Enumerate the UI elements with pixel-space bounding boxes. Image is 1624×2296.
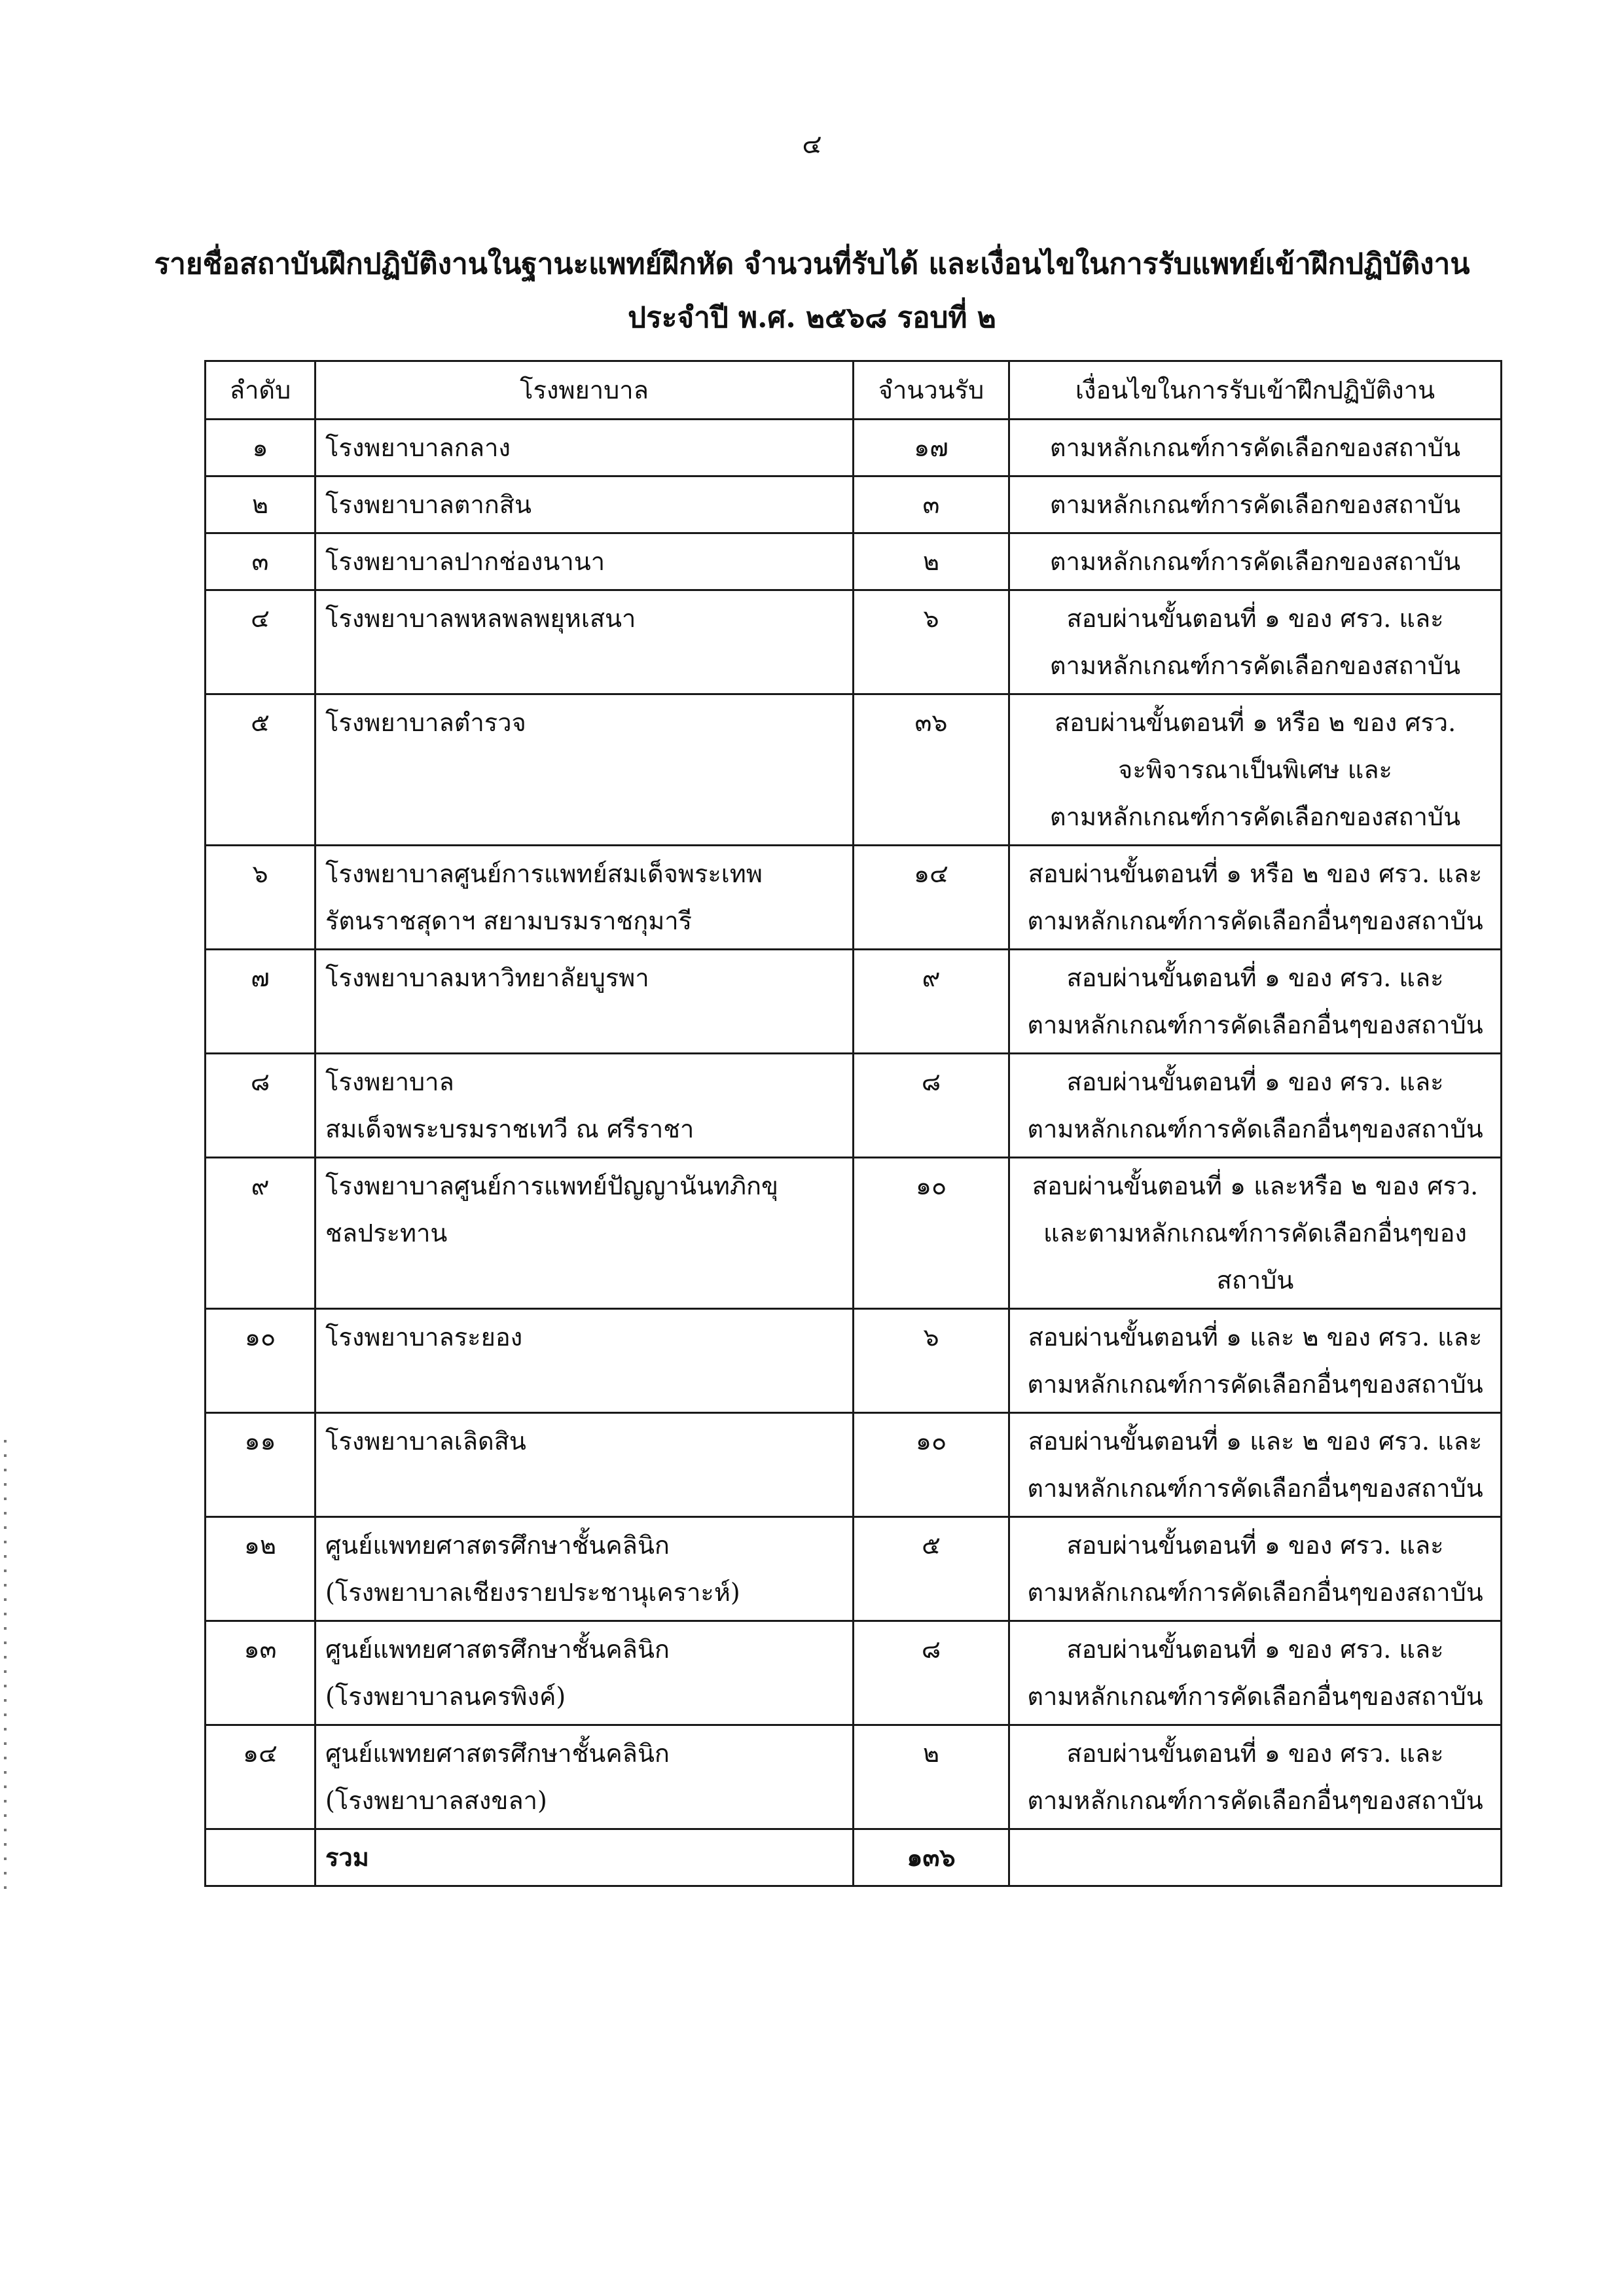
hospital-name-line: โรงพยาบาลศูนย์การแพทย์สมเด็จพระเทพ (325, 859, 763, 888)
hospital-name-line: โรงพยาบาลมหาวิทยาลัยบูรพา (325, 963, 649, 992)
condition-line: สอบผ่านขั้นตอนที่ ๑ และ ๒ ของ ศรว. และ (1028, 1323, 1483, 1352)
row-hospital (316, 1413, 854, 1517)
row-condition (1009, 420, 1502, 476)
row-condition (1009, 950, 1502, 1054)
condition-line: จะพิจารณาเป็นพิเศษ และ (1118, 755, 1392, 784)
row-condition (1009, 1621, 1502, 1725)
row-seq: ๑ (206, 420, 316, 476)
condition-line: และตามหลักเกณฑ์การคัดเลือกอื่นๆของ (1043, 1219, 1467, 1247)
row-quota: ๑๐ (854, 1413, 1009, 1517)
row-quota: ๓๖ (854, 694, 1009, 846)
row-seq: ๖ (206, 846, 316, 950)
condition-line: สอบผ่านขั้นตอนที่ ๑ และหรือ ๒ ของ ศรว. (1032, 1172, 1479, 1200)
hospital-name-line: ศูนย์แพทยศาสตรศึกษาชั้นคลินิก (325, 1739, 670, 1768)
condition-line: ตามหลักเกณฑ์การคัดเลือกของสถาบัน (1049, 490, 1461, 519)
table-row (206, 1517, 1502, 1621)
row-quota: ๕ (854, 1517, 1009, 1621)
header-seq: ลำดับ (206, 361, 316, 420)
hospital-name-line: โรงพยาบาลระยอง (325, 1323, 523, 1352)
document-subtitle: ประจำปี พ.ศ. ๒๕๖๘ รอบที่ ๒ (628, 301, 996, 334)
row-condition (1009, 1054, 1502, 1158)
row-quota: ๑๐ (854, 1158, 1009, 1309)
row-quota: ๖ (854, 590, 1009, 694)
hospital-name-line: (โรงพยาบาลสงขลา) (325, 1786, 547, 1815)
page-number: ๔ (802, 130, 822, 160)
row-quota: ๘ (854, 1054, 1009, 1158)
table-row (206, 950, 1502, 1054)
row-seq: ๕ (206, 694, 316, 846)
table-row (206, 420, 1502, 476)
hospital-name-line: ศูนย์แพทยศาสตรศึกษาชั้นคลินิก (325, 1635, 670, 1664)
condition-line: สอบผ่านขั้นตอนที่ ๑ ของ ศรว. และ (1066, 1739, 1444, 1768)
condition-line: สอบผ่านขั้นตอนที่ ๑ หรือ ๒ ของ ศรว. (1054, 708, 1456, 737)
row-hospital (316, 533, 854, 590)
table-row (206, 1725, 1502, 1829)
hospital-name-line: โรงพยาบาลเลิดสิน (325, 1427, 526, 1456)
condition-line: ตามหลักเกณฑ์การคัดเลือกอื่นๆของสถาบัน (1027, 1786, 1483, 1815)
row-quota: ๘ (854, 1621, 1009, 1725)
total-quota: ๑๓๖ (854, 1829, 1009, 1886)
hospital-name-line: โรงพยาบาล (325, 1067, 454, 1096)
row-seq: ๑๔ (206, 1725, 316, 1829)
row-hospital (316, 846, 854, 950)
row-condition (1009, 533, 1502, 590)
condition-line: ตามหลักเกณฑ์การคัดเลือกอื่นๆของสถาบัน (1027, 1011, 1483, 1039)
condition-line: สอบผ่านขั้นตอนที่ ๑ ของ ศรว. และ (1066, 1531, 1444, 1560)
table-row (206, 846, 1502, 950)
document-title: รายชื่อสถาบันฝึกปฏิบัติงานในฐานะแพทย์ฝึกหัด จำนวนที่รับได้ และเงื่อนไขในการรับแพทย์เข้าฝึกปฏิบัติงาน (154, 247, 1470, 281)
row-quota: ๓ (854, 476, 1009, 533)
condition-line: ตามหลักเกณฑ์การคัดเลือกของสถาบัน (1049, 651, 1461, 680)
row-hospital (316, 420, 854, 476)
table-body (206, 420, 1502, 1886)
row-condition (1009, 476, 1502, 533)
condition-line: ตามหลักเกณฑ์การคัดเลือกของสถาบัน (1049, 802, 1461, 831)
row-seq: ๑๐ (206, 1309, 316, 1413)
row-condition (1009, 694, 1502, 846)
row-hospital (316, 1158, 854, 1309)
row-quota: ๒ (854, 533, 1009, 590)
condition-line: ตามหลักเกณฑ์การคัดเลือกของสถาบัน (1049, 433, 1461, 462)
condition-line: ตามหลักเกณฑ์การคัดเลือกอื่นๆของสถาบัน (1027, 1115, 1483, 1143)
condition-line: ตามหลักเกณฑ์การคัดเลือกอื่นๆของสถาบัน (1027, 906, 1483, 935)
row-seq: ๑๑ (206, 1413, 316, 1517)
row-quota: ๒ (854, 1725, 1009, 1829)
hospital-name-line: โรงพยาบาลปากช่องนานา (325, 547, 605, 576)
total-condition (1009, 1829, 1502, 1886)
table-row (206, 590, 1502, 694)
row-seq: ๘ (206, 1054, 316, 1158)
table-row (206, 1309, 1502, 1413)
row-seq: ๑๒ (206, 1517, 316, 1621)
hospital-name-line: โรงพยาบาลตำรวจ (325, 708, 526, 737)
table-row (206, 694, 1502, 846)
hospital-name-line: รัตนราชสุดาฯ สยามบรมราชกุมารี (325, 906, 692, 935)
table-row (206, 533, 1502, 590)
header-hospital: โรงพยาบาล (316, 361, 854, 420)
hospital-name-line: โรงพยาบาลศูนย์การแพทย์ปัญญานันทภิกขุ (325, 1172, 778, 1200)
hospital-name-line: ชลประทาน (325, 1219, 448, 1247)
row-quota: ๑๗ (854, 420, 1009, 476)
row-seq: ๔ (206, 590, 316, 694)
total-seq (206, 1829, 316, 1886)
row-hospital (316, 950, 854, 1054)
table-row (206, 1158, 1502, 1309)
hospital-table (204, 360, 1502, 1887)
row-condition (1009, 1517, 1502, 1621)
row-hospital (316, 1621, 854, 1725)
total-row (206, 1829, 1502, 1886)
row-hospital (316, 694, 854, 846)
table-row (206, 1413, 1502, 1517)
row-quota: ๙ (854, 950, 1009, 1054)
total-label: รวม (316, 1829, 854, 1886)
condition-line: ตามหลักเกณฑ์การคัดเลือกอื่นๆของสถาบัน (1027, 1370, 1483, 1399)
condition-line: สถาบัน (1216, 1266, 1294, 1295)
row-hospital (316, 590, 854, 694)
row-condition (1009, 1309, 1502, 1413)
condition-line: ตามหลักเกณฑ์การคัดเลือกอื่นๆของสถาบัน (1027, 1578, 1483, 1607)
row-condition (1009, 1158, 1502, 1309)
row-hospital (316, 476, 854, 533)
condition-line: สอบผ่านขั้นตอนที่ ๑ ของ ศรว. และ (1066, 963, 1444, 992)
row-condition (1009, 590, 1502, 694)
table-header-row (206, 361, 1502, 420)
row-hospital (316, 1309, 854, 1413)
row-hospital (316, 1725, 854, 1829)
condition-line: สอบผ่านขั้นตอนที่ ๑ ของ ศรว. และ (1066, 604, 1444, 633)
row-hospital (316, 1517, 854, 1621)
condition-line: สอบผ่านขั้นตอนที่ ๑ ของ ศรว. และ (1066, 1635, 1444, 1664)
row-seq: ๑๓ (206, 1621, 316, 1725)
header-quota: จำนวนรับ (854, 361, 1009, 420)
hospital-name-line: (โรงพยาบาลนครพิงค์) (325, 1682, 566, 1711)
condition-line: สอบผ่านขั้นตอนที่ ๑ หรือ ๒ ของ ศรว. และ (1028, 859, 1483, 888)
header-condition: เงื่อนไขในการรับเข้าฝึกปฏิบัติงาน (1009, 361, 1502, 420)
row-condition (1009, 1413, 1502, 1517)
row-seq: ๓ (206, 533, 316, 590)
hospital-name-line: (โรงพยาบาลเชียงรายประชานุเคราะห์) (325, 1578, 740, 1607)
row-quota: ๖ (854, 1309, 1009, 1413)
row-seq: ๒ (206, 476, 316, 533)
hospital-name-line: โรงพยาบาลพหลพลพยุหเสนา (325, 604, 636, 633)
condition-line: ตามหลักเกณฑ์การคัดเลือกอื่นๆของสถาบัน (1027, 1474, 1483, 1503)
condition-line: ตามหลักเกณฑ์การคัดเลือกอื่นๆของสถาบัน (1027, 1682, 1483, 1711)
scan-margin-dots (4, 1440, 7, 1898)
row-seq: ๙ (206, 1158, 316, 1309)
condition-line: สอบผ่านขั้นตอนที่ ๑ และ ๒ ของ ศรว. และ (1028, 1427, 1483, 1456)
row-condition (1009, 1725, 1502, 1829)
condition-line: สอบผ่านขั้นตอนที่ ๑ ของ ศรว. และ (1066, 1067, 1444, 1096)
row-quota: ๑๔ (854, 846, 1009, 950)
row-hospital (316, 1054, 854, 1158)
hospital-name-line: โรงพยาบาลตากสิน (325, 490, 532, 519)
table-row (206, 476, 1502, 533)
hospital-name-line: โรงพยาบาลกลาง (325, 433, 511, 462)
row-condition (1009, 846, 1502, 950)
row-seq: ๗ (206, 950, 316, 1054)
hospital-name-line: ศูนย์แพทยศาสตรศึกษาชั้นคลินิก (325, 1531, 670, 1560)
condition-line: ตามหลักเกณฑ์การคัดเลือกของสถาบัน (1049, 547, 1461, 576)
table-row (206, 1621, 1502, 1725)
table-row (206, 1054, 1502, 1158)
hospital-name-line: สมเด็จพระบรมราชเทวี ณ ศรีราชา (325, 1115, 695, 1143)
